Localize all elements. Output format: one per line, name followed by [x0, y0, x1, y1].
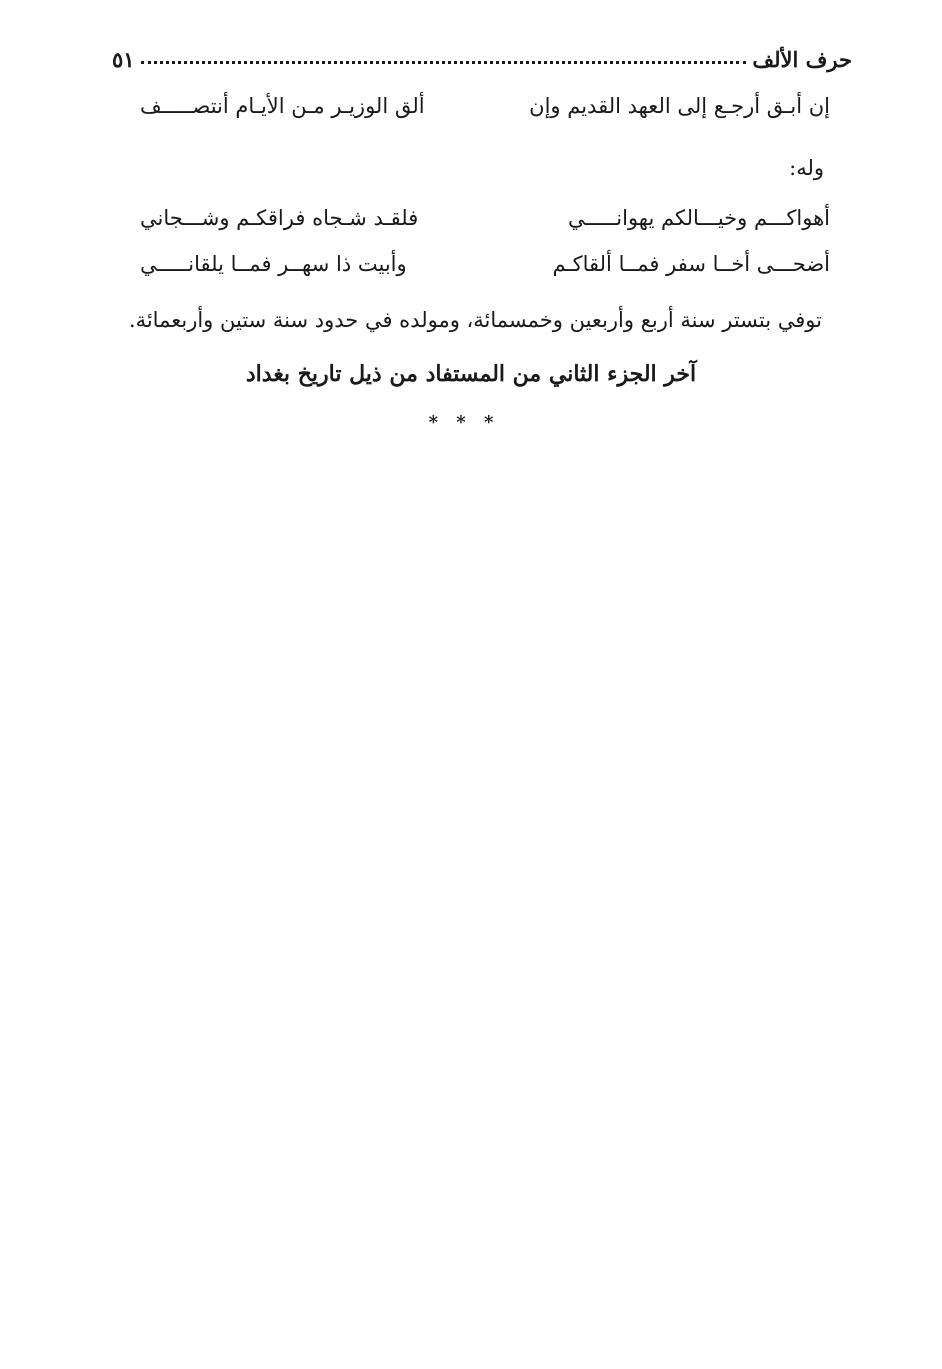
poem-right-hemistich: أضحـــى أخــا سفر فمــا ألقاكـم — [552, 252, 830, 276]
poem-left-hemistich: وأبيت ذا سهــر فمــا يلقانـــــي — [140, 252, 407, 276]
poem-line — [140, 198, 830, 238]
leader-dots — [141, 61, 747, 64]
poem-left-hemistich: فلقـد شـجاه فراقكـم وشـــجاني — [140, 206, 419, 230]
asterism-separator: * * * — [428, 412, 500, 433]
poem-intro: وله: — [789, 156, 824, 180]
biography-paragraph: توفي بتستر سنة أربع وأربعين وخمسمائة، ومولده في حدود سنة ستين وأربعمائة. — [128, 308, 822, 332]
poem-line — [140, 244, 830, 284]
poem-right-hemistich: أهواكـــم وخيـــالكم يهوانـــــي — [568, 206, 830, 230]
chapter-title: حرف الألف — [752, 47, 852, 72]
volume-end-title: آخر الجزء الثاني من المستفاد من ذيل تاريخ بغداد — [245, 361, 697, 387]
verse-right-hemistich: إن أبـق أرجـع إلى العهد القديم وإن — [529, 94, 830, 118]
verse-left-hemistich: ألق الوزيـر مـن الأيـام أنتصـــــف — [140, 94, 425, 118]
running-header — [112, 38, 852, 72]
page-number: ٥١ — [112, 47, 135, 72]
verse-line — [140, 86, 830, 126]
